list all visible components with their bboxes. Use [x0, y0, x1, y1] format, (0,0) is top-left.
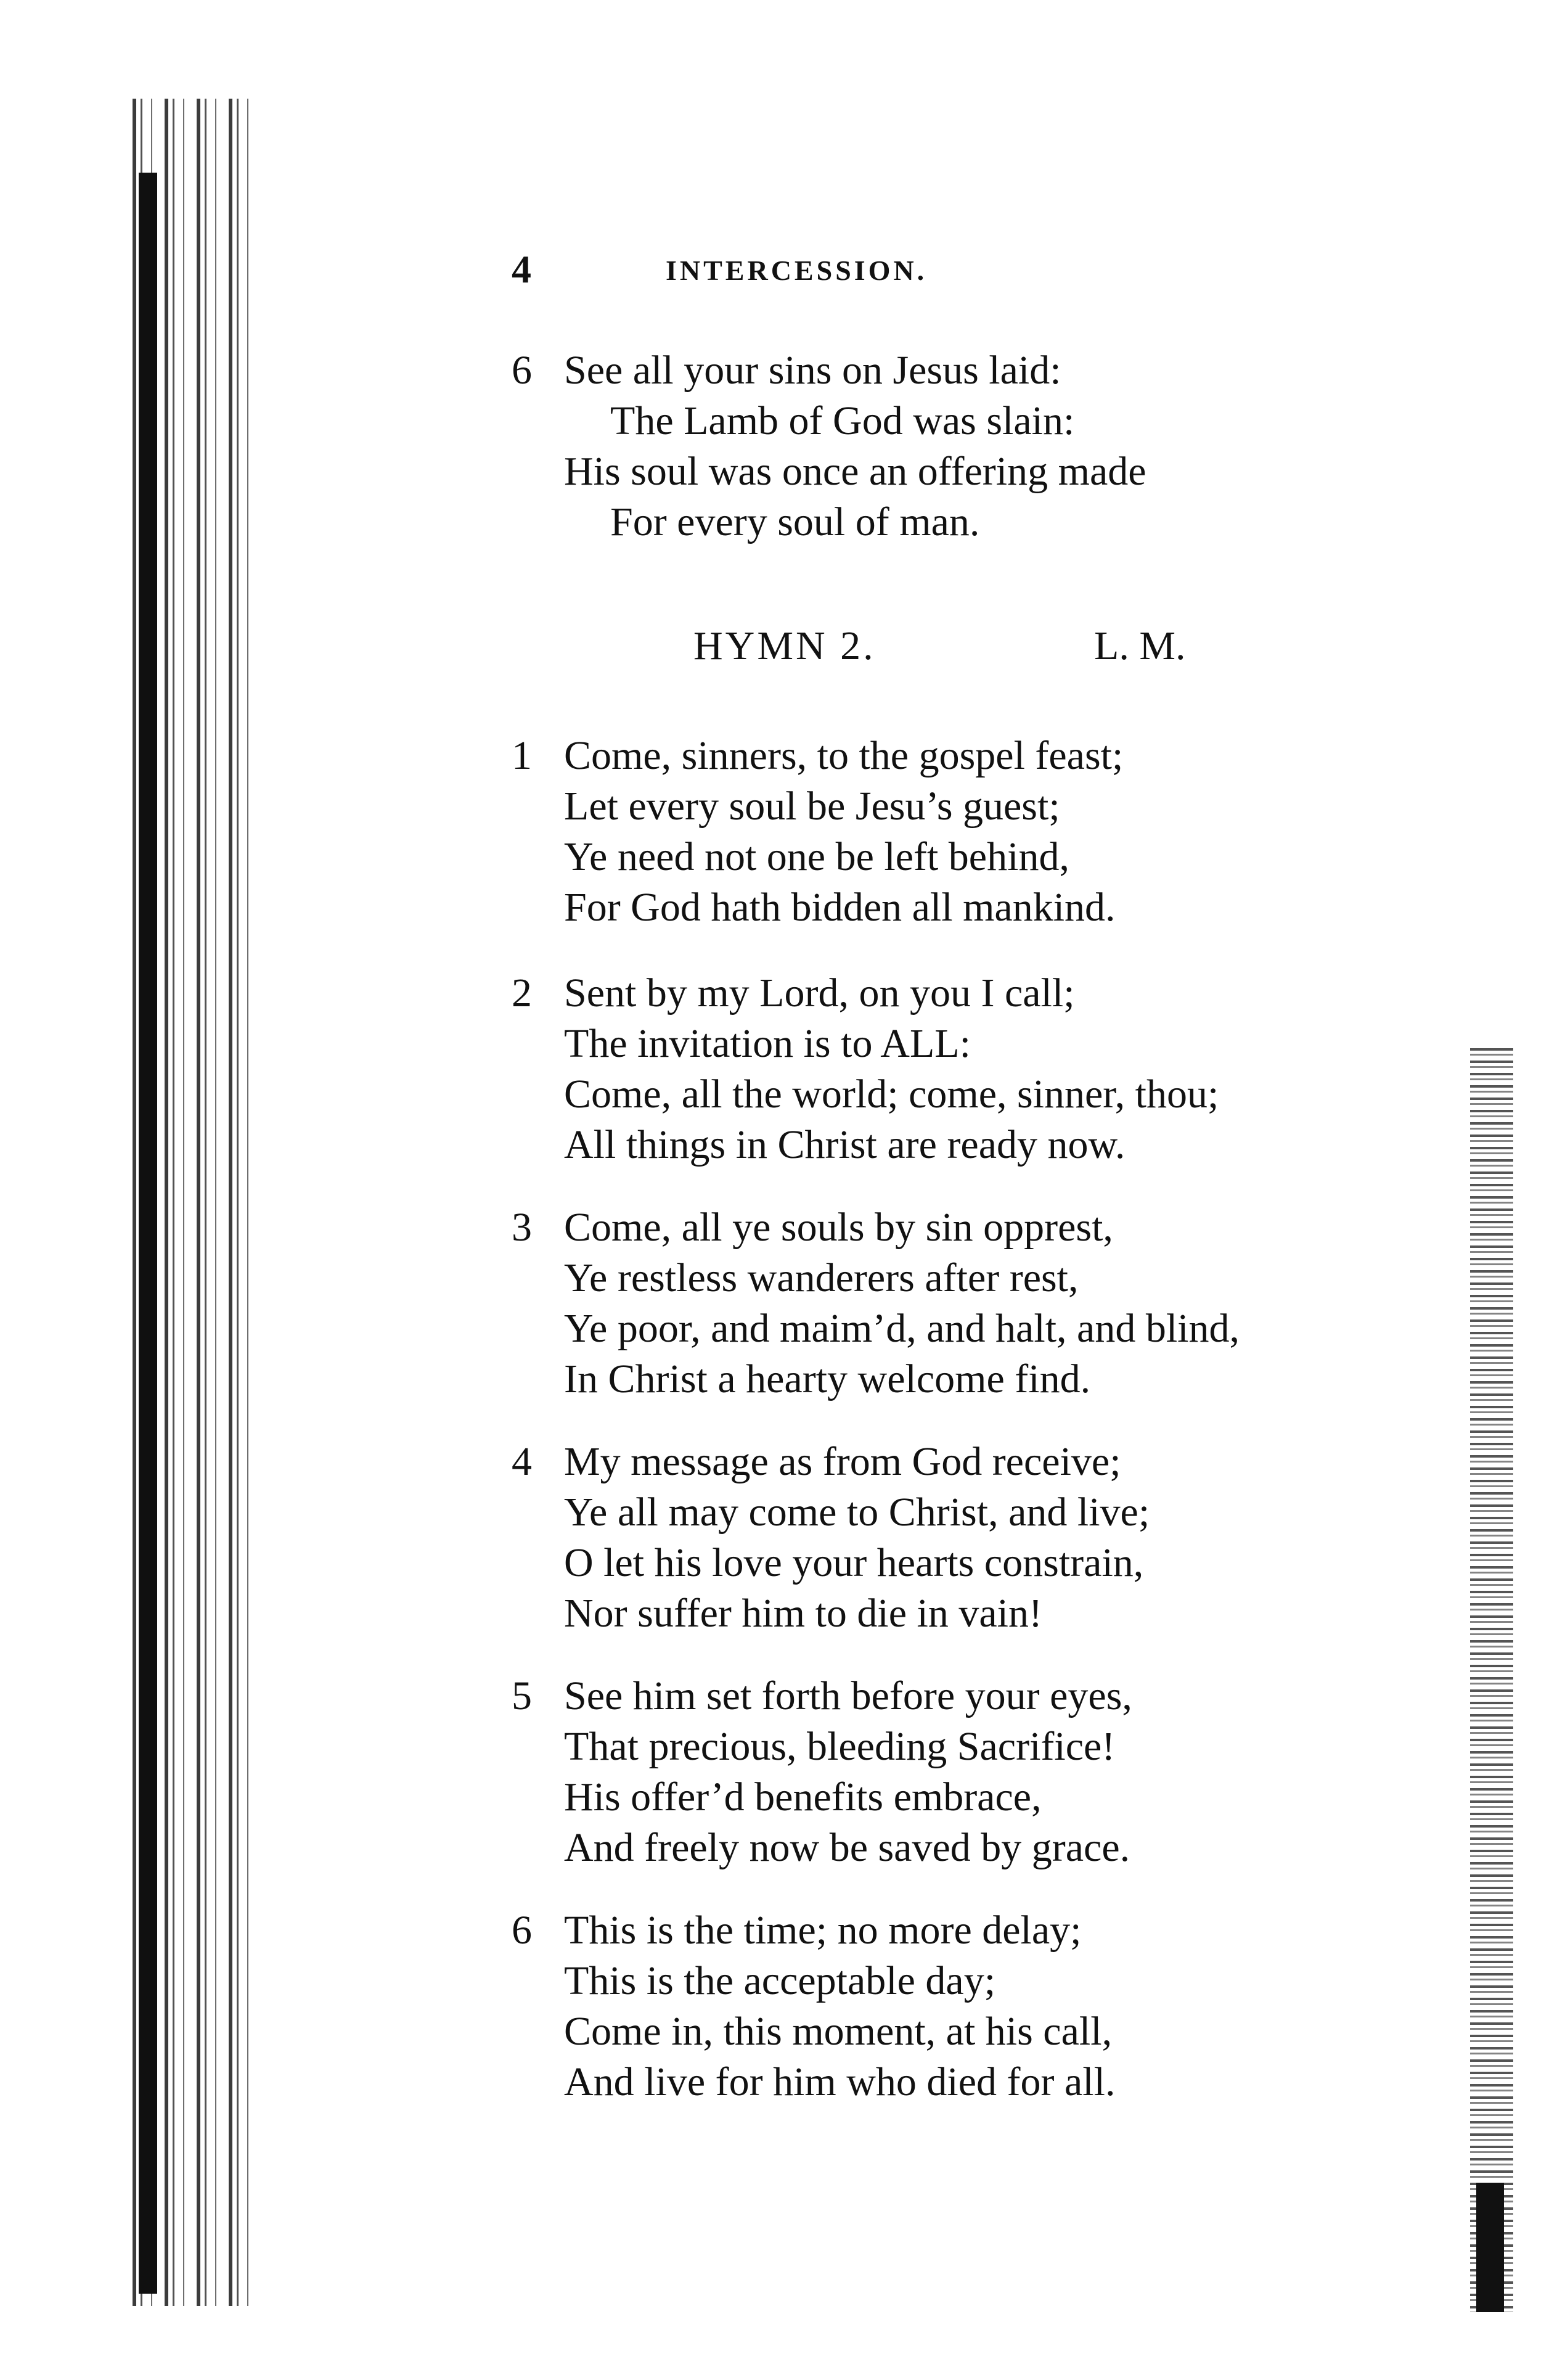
stanza-line: The invitation is to ALL: — [564, 1021, 971, 1066]
stanza-number: 1 — [512, 733, 532, 778]
stanza-number: 3 — [512, 1205, 532, 1250]
binding-shadow-left — [139, 173, 157, 2294]
stanza-number: 5 — [512, 1673, 532, 1718]
stanza-number: 6 — [512, 348, 532, 393]
stanza-line: All things in Christ are ready now. — [564, 1122, 1126, 1167]
hymn-title: HYMN 2. — [693, 623, 876, 668]
stanza-line: Come, all ye souls by sin opprest, — [564, 1205, 1113, 1250]
stanza-line: For God hath bidden all mankind. — [564, 885, 1116, 930]
stanza-line: Sent by my Lord, on you I call; — [564, 970, 1075, 1016]
stanza-number: 2 — [512, 970, 532, 1016]
stanza-number: 4 — [512, 1439, 532, 1484]
stanza-line: Ye restless wanderers after rest, — [564, 1255, 1079, 1300]
hymn-meter: L. M. — [1094, 623, 1186, 668]
stanza-line: For every soul of man. — [610, 499, 980, 544]
stanza-line: My message as from God receive; — [564, 1439, 1121, 1484]
page-number: 4 — [512, 247, 531, 291]
binding-shadow-right — [1476, 2183, 1504, 2312]
stanza-line: In Christ a hearty welcome find. — [564, 1356, 1091, 1401]
stanza-line: Let every soul be Jesu’s guest; — [564, 784, 1060, 829]
stanza-line: O let his love your hearts constrain, — [564, 1540, 1144, 1585]
stanza-line: See all your sins on Jesus laid: — [564, 348, 1061, 393]
page-header — [512, 247, 1251, 302]
stanza-line: Ye all may come to Christ, and live; — [564, 1490, 1150, 1535]
stanza-line: Ye poor, and maim’d, and halt, and blind, — [564, 1306, 1240, 1351]
stanza-line: This is the time; no more delay; — [564, 1908, 1082, 1953]
stanza-line: See him set forth before your eyes, — [564, 1673, 1132, 1718]
stanza-line: His offer’d benefits embrace, — [564, 1775, 1042, 1820]
stanza-line: Nor suffer him to die in vain! — [564, 1591, 1042, 1636]
stanza-line: Come in, this moment, at his call, — [564, 2009, 1113, 2054]
stanza-line: This is the acceptable day; — [564, 1958, 996, 2003]
stanza-line: Come, all the world; come, sinner, thou; — [564, 1072, 1219, 1117]
stanza-line: That precious, bleeding Sacrifice! — [564, 1724, 1116, 1769]
stanza-line: Come, sinners, to the gospel feast; — [564, 733, 1124, 778]
binding-edge-right — [1470, 1048, 1513, 2312]
stanza-line: Ye need not one be left behind, — [564, 834, 1069, 879]
stanza-line: And live for him who died for all. — [564, 2059, 1116, 2104]
stanza-line: The Lamb of God was slain: — [610, 398, 1075, 443]
running-head: INTERCESSION. — [666, 255, 928, 286]
stanza-line: And freely now be saved by grace. — [564, 1825, 1130, 1870]
hymn-heading — [693, 623, 1248, 678]
stanza-number: 6 — [512, 1908, 532, 1953]
stanza-line: His soul was once an offering made — [564, 449, 1146, 494]
